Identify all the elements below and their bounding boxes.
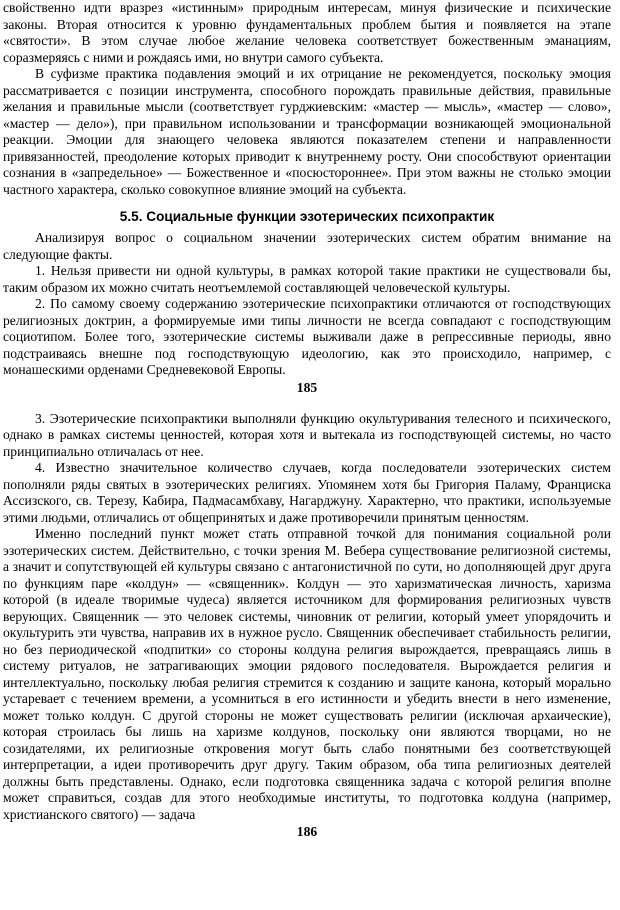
- paragraph-intro: Анализируя вопрос о социальном значении эзотерических систем обратим внимание на следующие факты.: [3, 230, 611, 262]
- paragraph-point-4: 4. Известно значительное количество случаев, когда последователи эзотерических систем пополняли ряды святых в эзотерических религиях. Упомянем хотя бы Григория Паламу, Франциска Ассизского, св. Терезу, Кабира, Падмасамбхаву, Нагарджуну. Характерно, что практики, используемые этими людьми, отличались от общепринятых и даже противоречили принятым ценностям.: [3, 460, 611, 525]
- page-number: 186: [296, 824, 318, 839]
- page-number: 185: [296, 379, 318, 395]
- paragraph-point-3: 3. Эзотерические психопрактики выполняли функцию окультуривания телесного и психического, однако в рамках системы ценностей, которая хотя и вытекала из господствующей системы, но часто принципиально отличалась от нее.: [3, 410, 611, 459]
- paragraph-weber: Именно последний пункт может стать отправной точкой для понимания социальной роли эзотерических систем. Действительно, с точки зрения М. Вебера существование религиозной системы, а значит и сопутствующей ей культуры связано с антагонистичной по сути, но дополняющей друг друга по функциям паре «колдун» — «священник». Колдун — это харизматическая личность, харизма которой (в идеале творимые чудеса) является источником для формирования религиозных чувств верующих. Священник — это человек системы, чиновник от религии, который умеет упорядочить и окультурить эти чувства, направив их в нужное русло. Священник обеспечивает стабильность религии, но без периодической «подпитки» со стороны колдуна религия вырождается, превращаясь лишь в систему ритуалов, не затрагивающих эмоции рядового последователя. Вырождается религия и интеллектуально, поскольку любая религия стремится к созданию и защите канона, который морально устаревает с течением времени, а усомниться в его истинности и убедить внести в него изменение, может только колдун. С другой стороны не может существовать религии (исключая архаические), которая строилась бы лишь на харизме колдунов, поскольку они являются творцами, но не созидателями, их религиозные откровения могут быть слабо понятными без соответствующей интерпретации, а идеи противоречить друг другу. Таким образом, оба типа религиозных деятелей должны быть представлены. Однако, если подготовка священника задача с которой религия вполне может справиться, создав для этого необходимые институты, то подготовка колдуна (например, христианского святого) — задача: [3, 526, 611, 822]
- paragraph-point-2: 2. По самому своему содержанию эзотерические психопрактики отличаются от господствующих религиозных доктрин, а формируемые ими типы личности не всегда совпадают с господствующим социотипом. Более того, эзотерические системы выживали даже в репрессивные периоды, явно подстраиваясь внешне под господствующую идеологию, как это происходило, например, с монашескими орденами Средневековой Европы.: [3, 296, 611, 377]
- section-heading: 5.5. Социальные функции эзотерических психопрактик: [119, 209, 495, 224]
- paragraph-continuation: свойственно идти вразрез «истинным» природным интересам, минуя физические и психические законы. Вторая относится к уровню фундаментальных проблем бытия и появляется на этапе «святости». В этом случае любое желание человека соответствует божественным эманациям, соразмеряясь с ними и рождаясь ими, но внутри самого субъекта.: [3, 0, 611, 65]
- paragraph-sufism: В суфизме практика подавления эмоций и их отрицание не рекомендуется, поскольку эмоция рассматривается с позиции инструмента, способного порождать правильные действия, правильные желания и правильные мысли (соответствует гурджиевским: «мастер — мысль», «мастер — слово», «мастер — дело»), при правильном использовании и трансформации возникающей эмоциональной реакции. Эмоции для знающего человека являются показателем степени и направленности привязанностей, преодоление которых приводит к внутреннему росту. Они способствуют ориентации сознания в «запредельное» — Божественное и «посюстороннее». При этом важны не столько эмоции частного характера, сколько совокупное влияние эмоций на субъекта.: [3, 66, 611, 197]
- paragraph-point-1: 1. Нельзя привести ни одной культуры, в рамках которой такие практики не существовали бы, таким образом их можно считать неотъемлемой составляющей человеческой культуры.: [3, 263, 611, 295]
